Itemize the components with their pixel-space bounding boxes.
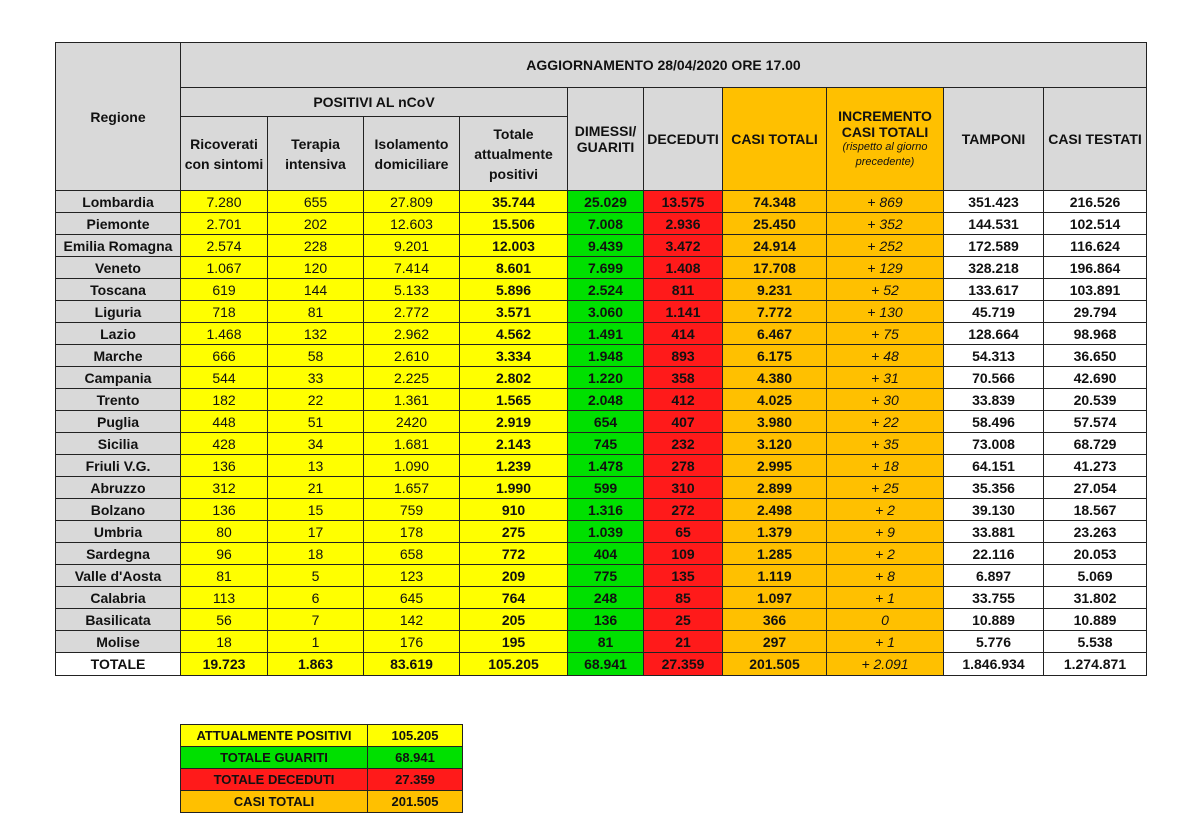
header-casi-totali: CASI TOTALI <box>723 88 827 191</box>
cell-deceduti: 358 <box>644 367 723 389</box>
summary-value: 105.205 <box>368 725 463 747</box>
cell-incremento: + 869 <box>827 191 944 213</box>
cell-deceduti: 1.408 <box>644 257 723 279</box>
cell-incremento: + 35 <box>827 433 944 455</box>
cell-casi-totali: 2.995 <box>723 455 827 477</box>
cell-isolamento: 142 <box>364 609 460 631</box>
table-row <box>56 631 1147 653</box>
table-row <box>56 587 1147 609</box>
cell-terapia: 7 <box>268 609 364 631</box>
cell-casi-testati: 20.053 <box>1044 543 1147 565</box>
cell-isolamento: 2.962 <box>364 323 460 345</box>
cell-incremento: + 1 <box>827 587 944 609</box>
cell-regione: Sardegna <box>56 543 181 565</box>
cell-totale-positivi: 2.143 <box>460 433 568 455</box>
total-ricoverati: 19.723 <box>181 653 268 676</box>
cell-casi-totali: 3.980 <box>723 411 827 433</box>
cell-casi-totali: 1.119 <box>723 565 827 587</box>
cell-casi-totali: 7.772 <box>723 301 827 323</box>
cell-casi-totali: 2.498 <box>723 499 827 521</box>
cell-regione: Emilia Romagna <box>56 235 181 257</box>
table-row <box>56 279 1147 301</box>
table-row <box>56 389 1147 411</box>
cell-dimessi: 25.029 <box>568 191 644 213</box>
cell-ricoverati: 544 <box>181 367 268 389</box>
cell-deceduti: 310 <box>644 477 723 499</box>
cell-casi-totali: 297 <box>723 631 827 653</box>
cell-ricoverati: 718 <box>181 301 268 323</box>
cell-deceduti: 3.472 <box>644 235 723 257</box>
cell-incremento: + 18 <box>827 455 944 477</box>
cell-deceduti: 232 <box>644 433 723 455</box>
cell-terapia: 5 <box>268 565 364 587</box>
cell-terapia: 228 <box>268 235 364 257</box>
cell-isolamento: 645 <box>364 587 460 609</box>
cell-regione: Liguria <box>56 301 181 323</box>
cell-terapia: 13 <box>268 455 364 477</box>
cell-tamponi: 64.151 <box>944 455 1044 477</box>
summary-value: 68.941 <box>368 747 463 769</box>
cell-terapia: 132 <box>268 323 364 345</box>
cell-casi-totali: 1.379 <box>723 521 827 543</box>
cell-regione: Trento <box>56 389 181 411</box>
cell-isolamento: 2420 <box>364 411 460 433</box>
total-row <box>56 653 1147 676</box>
cell-deceduti: 272 <box>644 499 723 521</box>
table-row <box>56 367 1147 389</box>
cell-dimessi: 1.220 <box>568 367 644 389</box>
summary-label: TOTALE DECEDUTI <box>181 769 368 791</box>
cell-totale-positivi: 8.601 <box>460 257 568 279</box>
cell-casi-totali: 24.914 <box>723 235 827 257</box>
cell-regione: Lombardia <box>56 191 181 213</box>
cell-ricoverati: 96 <box>181 543 268 565</box>
header-incremento: INCREMENTO CASI TOTALI (rispetto al giorno precedente) <box>827 88 944 191</box>
cell-tamponi: 33.839 <box>944 389 1044 411</box>
cell-incremento: + 129 <box>827 257 944 279</box>
cell-casi-testati: 216.526 <box>1044 191 1147 213</box>
cell-casi-testati: 103.891 <box>1044 279 1147 301</box>
cell-isolamento: 176 <box>364 631 460 653</box>
cell-dimessi: 9.439 <box>568 235 644 257</box>
cell-casi-testati: 98.968 <box>1044 323 1147 345</box>
cell-totale-positivi: 195 <box>460 631 568 653</box>
table-row <box>56 213 1147 235</box>
cell-terapia: 34 <box>268 433 364 455</box>
cell-totale-positivi: 205 <box>460 609 568 631</box>
cell-terapia: 21 <box>268 477 364 499</box>
cell-terapia: 120 <box>268 257 364 279</box>
cell-deceduti: 2.936 <box>644 213 723 235</box>
total-tamponi: 1.846.934 <box>944 653 1044 676</box>
cell-ricoverati: 136 <box>181 455 268 477</box>
cell-incremento: + 25 <box>827 477 944 499</box>
cell-terapia: 33 <box>268 367 364 389</box>
summary-value: 201.505 <box>368 791 463 813</box>
header-tamponi: TAMPONI <box>944 88 1044 191</box>
cell-ricoverati: 81 <box>181 565 268 587</box>
cell-totale-positivi: 5.896 <box>460 279 568 301</box>
summary-row <box>181 791 463 813</box>
cell-casi-testati: 18.567 <box>1044 499 1147 521</box>
table-row <box>56 565 1147 587</box>
table-row <box>56 455 1147 477</box>
cell-casi-totali: 6.467 <box>723 323 827 345</box>
cell-totale-positivi: 4.562 <box>460 323 568 345</box>
cell-terapia: 22 <box>268 389 364 411</box>
summary-value: 27.359 <box>368 769 463 791</box>
table-row <box>56 477 1147 499</box>
cell-dimessi: 1.478 <box>568 455 644 477</box>
cell-regione: Bolzano <box>56 499 181 521</box>
cell-incremento: + 252 <box>827 235 944 257</box>
cell-isolamento: 7.414 <box>364 257 460 279</box>
cell-tamponi: 128.664 <box>944 323 1044 345</box>
cell-casi-totali: 74.348 <box>723 191 827 213</box>
cell-deceduti: 1.141 <box>644 301 723 323</box>
cell-regione: Valle d'Aosta <box>56 565 181 587</box>
table-row <box>56 411 1147 433</box>
cell-terapia: 81 <box>268 301 364 323</box>
cell-totale-positivi: 3.571 <box>460 301 568 323</box>
cell-incremento: + 352 <box>827 213 944 235</box>
header-terapia: Terapia intensiva <box>268 117 364 191</box>
cell-dimessi: 248 <box>568 587 644 609</box>
header-dimessi: DIMESSI/ GUARITI <box>568 88 644 191</box>
table-title: AGGIORNAMENTO 28/04/2020 ORE 17.00 <box>181 43 1147 88</box>
header-regione: Regione <box>56 43 181 191</box>
cell-ricoverati: 182 <box>181 389 268 411</box>
cell-isolamento: 12.603 <box>364 213 460 235</box>
cell-dimessi: 2.524 <box>568 279 644 301</box>
cell-incremento: + 2 <box>827 499 944 521</box>
header-casi-testati: CASI TESTATI <box>1044 88 1147 191</box>
total-deceduti: 27.359 <box>644 653 723 676</box>
cell-ricoverati: 56 <box>181 609 268 631</box>
cell-dimessi: 1.316 <box>568 499 644 521</box>
cell-totale-positivi: 764 <box>460 587 568 609</box>
cell-incremento: + 9 <box>827 521 944 543</box>
cell-ricoverati: 80 <box>181 521 268 543</box>
cell-isolamento: 178 <box>364 521 460 543</box>
cell-totale-positivi: 1.565 <box>460 389 568 411</box>
table-row <box>56 323 1147 345</box>
cell-casi-testati: 10.889 <box>1044 609 1147 631</box>
total-positivi: 105.205 <box>460 653 568 676</box>
cell-ricoverati: 428 <box>181 433 268 455</box>
cell-incremento: + 75 <box>827 323 944 345</box>
cell-deceduti: 407 <box>644 411 723 433</box>
table-row <box>56 257 1147 279</box>
cell-totale-positivi: 35.744 <box>460 191 568 213</box>
cell-deceduti: 13.575 <box>644 191 723 213</box>
cell-isolamento: 27.809 <box>364 191 460 213</box>
cell-isolamento: 759 <box>364 499 460 521</box>
cell-casi-totali: 366 <box>723 609 827 631</box>
cell-regione: Puglia <box>56 411 181 433</box>
cell-casi-totali: 4.380 <box>723 367 827 389</box>
cell-dimessi: 81 <box>568 631 644 653</box>
table-row <box>56 301 1147 323</box>
cell-regione: Calabria <box>56 587 181 609</box>
cell-tamponi: 54.313 <box>944 345 1044 367</box>
cell-casi-testati: 42.690 <box>1044 367 1147 389</box>
table-row <box>56 609 1147 631</box>
header-totale-positivi: Totale attualmente positivi <box>460 117 568 191</box>
cell-tamponi: 133.617 <box>944 279 1044 301</box>
cell-casi-testati: 196.864 <box>1044 257 1147 279</box>
cell-tamponi: 6.897 <box>944 565 1044 587</box>
cell-totale-positivi: 772 <box>460 543 568 565</box>
summary-label: CASI TOTALI <box>181 791 368 813</box>
cell-incremento: + 130 <box>827 301 944 323</box>
cell-incremento: + 52 <box>827 279 944 301</box>
cell-terapia: 51 <box>268 411 364 433</box>
cell-regione: Piemonte <box>56 213 181 235</box>
cell-terapia: 58 <box>268 345 364 367</box>
cell-dimessi: 7.699 <box>568 257 644 279</box>
cell-incremento: + 30 <box>827 389 944 411</box>
cell-dimessi: 599 <box>568 477 644 499</box>
cell-incremento: + 48 <box>827 345 944 367</box>
cell-regione: Lazio <box>56 323 181 345</box>
cell-ricoverati: 2.574 <box>181 235 268 257</box>
cell-casi-testati: 20.539 <box>1044 389 1147 411</box>
cell-deceduti: 893 <box>644 345 723 367</box>
cell-incremento: + 22 <box>827 411 944 433</box>
cell-deceduti: 109 <box>644 543 723 565</box>
cell-casi-testati: 23.263 <box>1044 521 1147 543</box>
cell-tamponi: 33.755 <box>944 587 1044 609</box>
cell-casi-testati: 29.794 <box>1044 301 1147 323</box>
cell-isolamento: 2.225 <box>364 367 460 389</box>
header-ricoverati: Ricoverati con sintomi <box>181 117 268 191</box>
cell-ricoverati: 2.701 <box>181 213 268 235</box>
cell-dimessi: 654 <box>568 411 644 433</box>
cell-totale-positivi: 2.802 <box>460 367 568 389</box>
cell-dimessi: 2.048 <box>568 389 644 411</box>
cell-casi-totali: 1.097 <box>723 587 827 609</box>
cell-dimessi: 7.008 <box>568 213 644 235</box>
cell-dimessi: 1.491 <box>568 323 644 345</box>
total-testati: 1.274.871 <box>1044 653 1147 676</box>
header-positivi-group: POSITIVI AL nCoV <box>181 88 568 117</box>
cell-tamponi: 70.566 <box>944 367 1044 389</box>
cell-deceduti: 21 <box>644 631 723 653</box>
table-row <box>56 499 1147 521</box>
table-row <box>56 191 1147 213</box>
cell-tamponi: 5.776 <box>944 631 1044 653</box>
cell-casi-testati: 31.802 <box>1044 587 1147 609</box>
cell-ricoverati: 18 <box>181 631 268 653</box>
cell-terapia: 144 <box>268 279 364 301</box>
cell-incremento: + 2 <box>827 543 944 565</box>
header-isolamento: Isolamento domiciliare <box>364 117 460 191</box>
cell-totale-positivi: 910 <box>460 499 568 521</box>
cell-totale-positivi: 209 <box>460 565 568 587</box>
cell-incremento: 0 <box>827 609 944 631</box>
cell-isolamento: 1.361 <box>364 389 460 411</box>
cell-casi-totali: 17.708 <box>723 257 827 279</box>
cell-tamponi: 35.356 <box>944 477 1044 499</box>
cell-ricoverati: 666 <box>181 345 268 367</box>
cell-terapia: 17 <box>268 521 364 543</box>
cell-casi-totali: 25.450 <box>723 213 827 235</box>
cell-casi-totali: 4.025 <box>723 389 827 411</box>
cell-dimessi: 745 <box>568 433 644 455</box>
header-deceduti: DECEDUTI <box>644 88 723 191</box>
cell-deceduti: 414 <box>644 323 723 345</box>
cell-regione: Veneto <box>56 257 181 279</box>
cell-tamponi: 33.881 <box>944 521 1044 543</box>
cell-incremento: + 1 <box>827 631 944 653</box>
cell-isolamento: 5.133 <box>364 279 460 301</box>
cell-terapia: 655 <box>268 191 364 213</box>
cell-isolamento: 2.772 <box>364 301 460 323</box>
cell-ricoverati: 7.280 <box>181 191 268 213</box>
cell-tamponi: 73.008 <box>944 433 1044 455</box>
cell-casi-totali: 9.231 <box>723 279 827 301</box>
cell-ricoverati: 619 <box>181 279 268 301</box>
cell-incremento: + 8 <box>827 565 944 587</box>
total-incremento: + 2.091 <box>827 653 944 676</box>
cell-deceduti: 278 <box>644 455 723 477</box>
cell-casi-testati: 5.538 <box>1044 631 1147 653</box>
cell-casi-totali: 3.120 <box>723 433 827 455</box>
cell-totale-positivi: 3.334 <box>460 345 568 367</box>
total-label: TOTALE <box>56 653 181 676</box>
total-casi: 201.505 <box>723 653 827 676</box>
cell-totale-positivi: 15.506 <box>460 213 568 235</box>
cell-isolamento: 2.610 <box>364 345 460 367</box>
cell-regione: Sicilia <box>56 433 181 455</box>
cell-dimessi: 136 <box>568 609 644 631</box>
cell-dimessi: 1.039 <box>568 521 644 543</box>
cell-isolamento: 1.657 <box>364 477 460 499</box>
cell-tamponi: 10.889 <box>944 609 1044 631</box>
table-body <box>56 191 1147 653</box>
cell-isolamento: 123 <box>364 565 460 587</box>
cell-regione: Abruzzo <box>56 477 181 499</box>
cell-casi-testati: 5.069 <box>1044 565 1147 587</box>
cell-totale-positivi: 275 <box>460 521 568 543</box>
cell-ricoverati: 136 <box>181 499 268 521</box>
cell-ricoverati: 1.067 <box>181 257 268 279</box>
cell-casi-totali: 2.899 <box>723 477 827 499</box>
summary-label: ATTUALMENTE POSITIVI <box>181 725 368 747</box>
cell-deceduti: 811 <box>644 279 723 301</box>
cell-isolamento: 1.090 <box>364 455 460 477</box>
cell-terapia: 1 <box>268 631 364 653</box>
summary-table <box>180 724 463 813</box>
cell-tamponi: 22.116 <box>944 543 1044 565</box>
cell-terapia: 15 <box>268 499 364 521</box>
cell-regione: Campania <box>56 367 181 389</box>
covid-regional-table <box>55 42 1147 676</box>
incremento-note: (rispetto al giorno precedente) <box>842 141 928 168</box>
cell-regione: Marche <box>56 345 181 367</box>
table-row <box>56 543 1147 565</box>
cell-casi-testati: 57.574 <box>1044 411 1147 433</box>
cell-ricoverati: 1.468 <box>181 323 268 345</box>
cell-tamponi: 144.531 <box>944 213 1044 235</box>
cell-deceduti: 65 <box>644 521 723 543</box>
cell-regione: Basilicata <box>56 609 181 631</box>
cell-totale-positivi: 1.239 <box>460 455 568 477</box>
cell-totale-positivi: 2.919 <box>460 411 568 433</box>
cell-casi-testati: 102.514 <box>1044 213 1147 235</box>
cell-terapia: 18 <box>268 543 364 565</box>
total-terapia: 1.863 <box>268 653 364 676</box>
summary-row <box>181 747 463 769</box>
cell-regione: Toscana <box>56 279 181 301</box>
total-dimessi: 68.941 <box>568 653 644 676</box>
cell-casi-totali: 6.175 <box>723 345 827 367</box>
cell-casi-testati: 36.650 <box>1044 345 1147 367</box>
cell-tamponi: 45.719 <box>944 301 1044 323</box>
cell-tamponi: 172.589 <box>944 235 1044 257</box>
cell-incremento: + 31 <box>827 367 944 389</box>
cell-terapia: 6 <box>268 587 364 609</box>
summary-label: TOTALE GUARITI <box>181 747 368 769</box>
table-row <box>56 345 1147 367</box>
summary-row <box>181 769 463 791</box>
cell-regione: Molise <box>56 631 181 653</box>
cell-tamponi: 351.423 <box>944 191 1044 213</box>
cell-deceduti: 85 <box>644 587 723 609</box>
table-row <box>56 433 1147 455</box>
cell-terapia: 202 <box>268 213 364 235</box>
cell-casi-testati: 41.273 <box>1044 455 1147 477</box>
cell-casi-testati: 68.729 <box>1044 433 1147 455</box>
cell-deceduti: 412 <box>644 389 723 411</box>
cell-isolamento: 1.681 <box>364 433 460 455</box>
cell-ricoverati: 312 <box>181 477 268 499</box>
table-row <box>56 521 1147 543</box>
cell-casi-testati: 27.054 <box>1044 477 1147 499</box>
cell-deceduti: 135 <box>644 565 723 587</box>
cell-deceduti: 25 <box>644 609 723 631</box>
cell-casi-testati: 116.624 <box>1044 235 1147 257</box>
cell-regione: Friuli V.G. <box>56 455 181 477</box>
cell-dimessi: 775 <box>568 565 644 587</box>
cell-ricoverati: 113 <box>181 587 268 609</box>
cell-dimessi: 404 <box>568 543 644 565</box>
cell-dimessi: 1.948 <box>568 345 644 367</box>
cell-casi-totali: 1.285 <box>723 543 827 565</box>
cell-tamponi: 58.496 <box>944 411 1044 433</box>
cell-totale-positivi: 12.003 <box>460 235 568 257</box>
cell-regione: Umbria <box>56 521 181 543</box>
total-isolamento: 83.619 <box>364 653 460 676</box>
cell-totale-positivi: 1.990 <box>460 477 568 499</box>
summary-row <box>181 725 463 747</box>
cell-tamponi: 39.130 <box>944 499 1044 521</box>
cell-dimessi: 3.060 <box>568 301 644 323</box>
table-row <box>56 235 1147 257</box>
cell-ricoverati: 448 <box>181 411 268 433</box>
cell-tamponi: 328.218 <box>944 257 1044 279</box>
cell-isolamento: 658 <box>364 543 460 565</box>
cell-isolamento: 9.201 <box>364 235 460 257</box>
